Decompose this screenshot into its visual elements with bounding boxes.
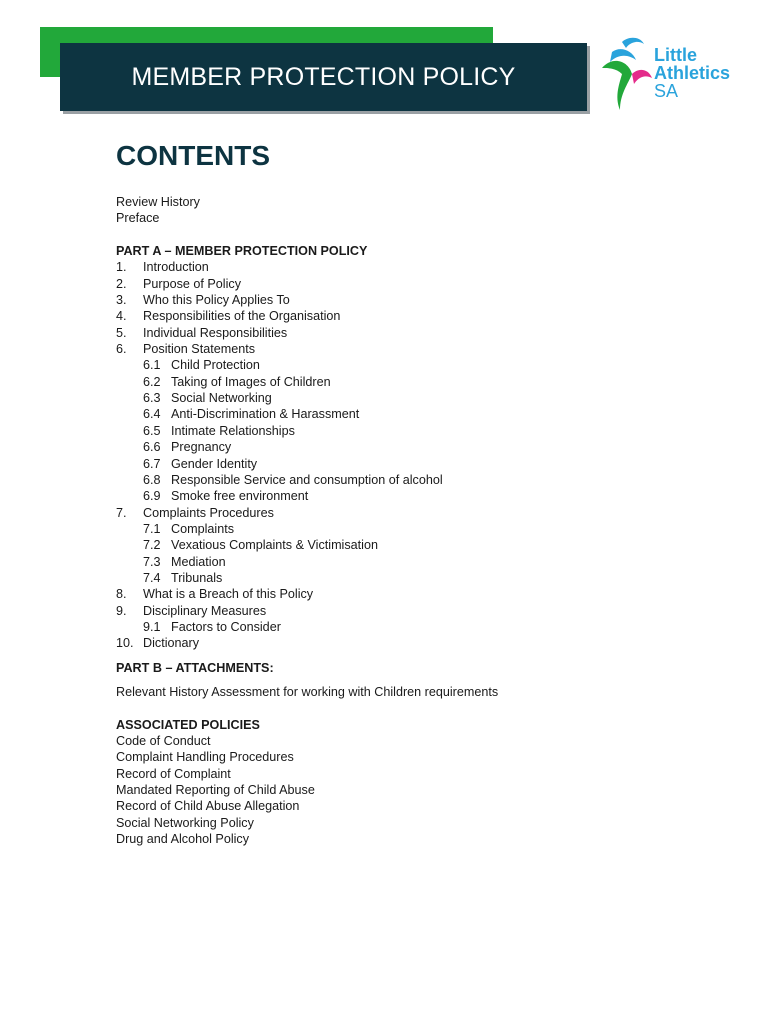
toc-subitem	[116, 374, 716, 390]
toc-subitem-label: Factors to Consider	[171, 619, 281, 634]
toc-subitem-number: 7.3	[143, 554, 161, 569]
toc-subitem	[116, 619, 716, 635]
document-title: MEMBER PROTECTION POLICY	[131, 62, 516, 91]
associated-policy-item: Social Networking Policy	[116, 815, 254, 830]
toc-subitem-number: 6.1	[143, 358, 161, 373]
toc-item-label: Who this Policy Applies To	[143, 293, 290, 308]
toc-item	[116, 325, 716, 341]
toc-item-label: Introduction	[143, 260, 209, 275]
associated-policies-list	[116, 733, 716, 847]
toc-subitem-label: Taking of Images of Children	[171, 374, 331, 389]
toc-item-number: 7.	[116, 505, 127, 520]
part-a-heading: PART A – MEMBER PROTECTION POLICY	[116, 244, 368, 259]
header-banner	[60, 43, 587, 111]
toc-subitem-label: Child Protection	[171, 358, 260, 373]
toc-item	[116, 259, 716, 275]
logo-line-little: Little	[654, 45, 697, 65]
toc-subitem-number: 6.4	[143, 407, 161, 422]
toc-subitem-number: 9.1	[143, 619, 161, 634]
toc-item-review-history: Review History	[116, 195, 200, 209]
part-a-list	[116, 259, 716, 651]
toc-item	[116, 635, 716, 651]
toc-subitem-number: 6.5	[143, 423, 161, 438]
associated-policy-item: Record of Complaint	[116, 766, 231, 781]
toc-subitem	[116, 390, 716, 406]
toc-subitem-label: Pregnancy	[171, 440, 232, 455]
associated-policy-item: Drug and Alcohol Policy	[116, 832, 250, 847]
toc-item-number: 10.	[116, 636, 134, 651]
toc-subitem-number: 6.6	[143, 440, 161, 455]
toc-subitem-label: Tribunals	[171, 570, 223, 585]
toc-item-number: 2.	[116, 276, 127, 291]
toc-subitem-number: 6.9	[143, 489, 161, 504]
toc-subitem-label: Complaints	[171, 521, 234, 536]
toc-item	[116, 603, 716, 619]
toc-subitem-label: Responsible Service and consumption of alcohol	[171, 472, 443, 487]
associated-policy-item: Mandated Reporting of Child Abuse	[116, 783, 315, 798]
toc-subitem	[116, 439, 716, 455]
toc-subitem	[116, 570, 716, 586]
toc-subitem-number: 7.4	[143, 570, 161, 585]
toc-item-number: 5.	[116, 325, 127, 340]
toc-subitem-number: 6.3	[143, 391, 161, 406]
toc-item	[116, 505, 716, 521]
toc-item	[116, 292, 716, 308]
toc-item	[116, 586, 716, 602]
contents-heading: CONTENTS	[116, 140, 270, 171]
toc-subitem	[116, 554, 716, 570]
toc-subitem-label: Anti-Discrimination & Harassment	[171, 407, 360, 422]
toc-item	[116, 341, 716, 357]
toc-item-label: Dictionary	[143, 636, 199, 651]
toc-subitem-number: 7.1	[143, 521, 161, 536]
toc-subitem-number: 6.2	[143, 374, 161, 389]
toc-subitem	[116, 406, 716, 422]
associated-policy-item: Complaint Handling Procedures	[116, 750, 294, 765]
part-b-item: Relevant History Assessment for working with Children requirements	[116, 684, 499, 699]
toc-subitem	[116, 472, 716, 488]
toc-item-label: Individual Responsibilities	[143, 325, 288, 340]
toc-subitem-number: 6.7	[143, 456, 161, 471]
toc-subitem	[116, 521, 716, 537]
toc-item-label: Position Statements	[143, 342, 256, 357]
toc-subitem-label: Social Networking	[171, 391, 272, 406]
toc-subitem-label: Gender Identity	[171, 456, 258, 471]
toc-subitem	[116, 537, 716, 553]
associated-policy-item: Code of Conduct	[116, 734, 211, 748]
toc-item-label: What is a Breach of this Policy	[143, 587, 314, 602]
toc-item-label: Responsibilities of the Organisation	[143, 309, 341, 324]
toc-item-number: 3.	[116, 293, 127, 308]
toc-item-number: 8.	[116, 587, 127, 602]
toc-item-label: Purpose of Policy	[143, 276, 242, 291]
toc-item-label: Complaints Procedures	[143, 505, 274, 520]
toc-subitem-number: 7.2	[143, 538, 161, 553]
associated-policy-item: Record of Child Abuse Allegation	[116, 799, 300, 814]
toc-subitem-label: Smoke free environment	[171, 489, 309, 504]
toc-subitem	[116, 423, 716, 439]
table-of-contents	[116, 194, 716, 847]
toc-item	[116, 276, 716, 292]
toc-subitem-label: Mediation	[171, 554, 226, 569]
toc-item-number: 9.	[116, 603, 127, 618]
logo-wordmark	[654, 46, 730, 100]
toc-subitem-number: 6.8	[143, 472, 161, 487]
logo-line-sa: SA	[654, 81, 679, 101]
toc-subitem	[116, 456, 716, 472]
toc-item-label: Disciplinary Measures	[143, 603, 267, 618]
toc-subitem	[116, 488, 716, 504]
toc-subitem-label: Intimate Relationships	[171, 423, 295, 438]
toc-subitem-label: Vexatious Complaints & Victimisation	[171, 538, 378, 553]
toc-item-number: 6.	[116, 342, 127, 357]
toc-subitem	[116, 357, 716, 373]
toc-item-number: 4.	[116, 309, 127, 324]
part-b-heading: PART B – ATTACHMENTS:	[116, 660, 274, 675]
logo-line-athletics: Athletics	[654, 63, 731, 83]
toc-item-preface: Preface	[116, 211, 160, 226]
toc-item-number: 1.	[116, 260, 127, 275]
associated-policies-heading: ASSOCIATED POLICIES	[116, 717, 260, 732]
toc-item	[116, 308, 716, 324]
